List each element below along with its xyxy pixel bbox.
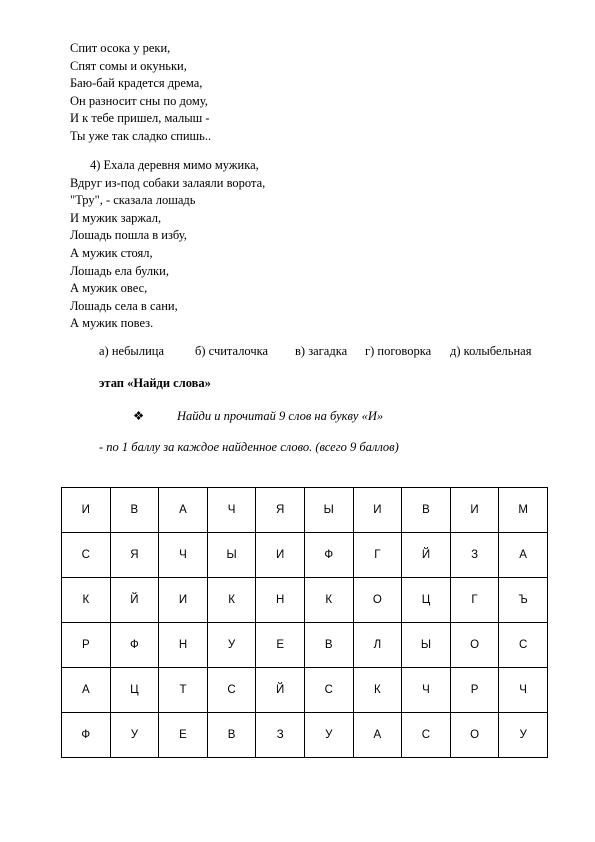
poem-line: "Тру", - сказала лошадь (70, 193, 196, 208)
grid-row (62, 623, 548, 668)
grid-cell: Г (450, 578, 499, 623)
grid-cell: Ы (304, 488, 353, 533)
grid-cell: И (353, 488, 402, 533)
grid-cell: Й (402, 533, 451, 578)
grid-cell: Ы (402, 623, 451, 668)
grid-cell: С (402, 713, 451, 758)
grid-cell: У (110, 713, 159, 758)
grid-cell: Ф (110, 623, 159, 668)
grid-cell: К (62, 578, 111, 623)
poem-line: Он разносит сны по дому, (70, 93, 208, 108)
grid-row (62, 668, 548, 713)
grid-cell: Ы (207, 533, 256, 578)
grid-cell: Я (110, 533, 159, 578)
grid-cell: Я (256, 488, 305, 533)
grid-row (62, 578, 548, 623)
scoring-note: - по 1 баллу за каждое найденное слово. (всего 9 баллов) (99, 440, 399, 454)
grid-cell: Ч (207, 488, 256, 533)
grid-cell: Л (353, 623, 402, 668)
grid-cell: С (499, 623, 548, 668)
grid-cell: У (304, 713, 353, 758)
grid-cell: О (353, 578, 402, 623)
grid-cell: О (450, 623, 499, 668)
grid-cell: Ъ (499, 578, 548, 623)
grid-cell: Ц (402, 578, 451, 623)
poem-line: И мужик заржал, (70, 210, 162, 225)
grid-cell: Ф (62, 713, 111, 758)
option-d: г) поговорка (365, 344, 432, 358)
grid-cell: В (402, 488, 451, 533)
grid-cell: В (110, 488, 159, 533)
grid-cell: И (159, 578, 208, 623)
poem-line: Вдруг из-под собаки залаяли ворота, (70, 175, 266, 190)
grid-cell: Ч (499, 668, 548, 713)
poem-line: Лошадь пошла в избу, (70, 228, 187, 243)
grid-cell: Й (256, 668, 305, 713)
grid-cell: О (450, 713, 499, 758)
grid-cell: Е (159, 713, 208, 758)
poem-line: А мужик повез. (70, 316, 154, 331)
grid-cell: Т (159, 668, 208, 713)
grid-cell: А (499, 533, 548, 578)
grid-cell: С (207, 668, 256, 713)
grid-cell: У (207, 623, 256, 668)
answer-options (99, 344, 531, 359)
grid-cell: Р (62, 623, 111, 668)
grid-cell: Н (159, 623, 208, 668)
grid-cell: З (450, 533, 499, 578)
grid-cell: Ч (402, 668, 451, 713)
grid-cell: Ф (304, 533, 353, 578)
grid-row (62, 488, 548, 533)
grid-row (62, 533, 548, 578)
grid-cell: В (304, 623, 353, 668)
grid-row (62, 713, 548, 758)
word-search-grid (61, 487, 548, 758)
grid-cell: Й (110, 578, 159, 623)
grid-cell: И (62, 488, 111, 533)
grid-cell: Ч (159, 533, 208, 578)
stage-title: этап «Найди слова» (99, 376, 211, 390)
poem-line: Спит осока у реки, (70, 41, 171, 55)
grid-cell: Г (353, 533, 402, 578)
nonsense-poem (70, 157, 265, 333)
poem-line: Ты уже так сладко спишь.. (70, 128, 212, 143)
grid-cell: К (304, 578, 353, 623)
grid-cell: А (62, 668, 111, 713)
grid-cell: Р (450, 668, 499, 713)
poem-line: Баю-бай крадется дрема, (70, 76, 203, 91)
poem-line: Лошадь ела булки, (70, 263, 169, 278)
task-text: Найди и прочитай 9 слов на букву «И» (177, 409, 384, 423)
diamond-bullet-icon: ❖ (133, 409, 145, 423)
grid-cell: К (207, 578, 256, 623)
poem-line: Спят сомы и окуньки, (70, 58, 187, 73)
grid-cell: В (207, 713, 256, 758)
grid-cell: Е (256, 623, 305, 668)
grid-cell: А (353, 713, 402, 758)
poem-line: Лошадь села в сани, (70, 298, 178, 313)
lullaby-poem (70, 40, 211, 146)
grid-cell: Н (256, 578, 305, 623)
option-a: а) небылица (99, 344, 164, 358)
option-b: б) считалочка (195, 344, 269, 358)
grid-cell: И (256, 533, 305, 578)
grid-cell: И (450, 488, 499, 533)
grid-cell: З (256, 713, 305, 758)
option-e: д) колыбельная (450, 344, 532, 358)
grid-cell: А (159, 488, 208, 533)
task-instruction (133, 408, 383, 424)
grid-cell: К (353, 668, 402, 713)
poem-line: А мужик стоял, (70, 245, 153, 260)
grid-cell: М (499, 488, 548, 533)
grid-cell: Ц (110, 668, 159, 713)
poem-line: А мужик овес, (70, 281, 148, 296)
grid-cell: С (62, 533, 111, 578)
grid-cell: У (499, 713, 548, 758)
poem-line: И к тебе пришел, малыш - (70, 111, 210, 126)
option-c: в) загадка (295, 344, 348, 358)
poem-line: 4) Ехала деревня мимо мужика, (90, 158, 259, 172)
grid-cell: С (304, 668, 353, 713)
